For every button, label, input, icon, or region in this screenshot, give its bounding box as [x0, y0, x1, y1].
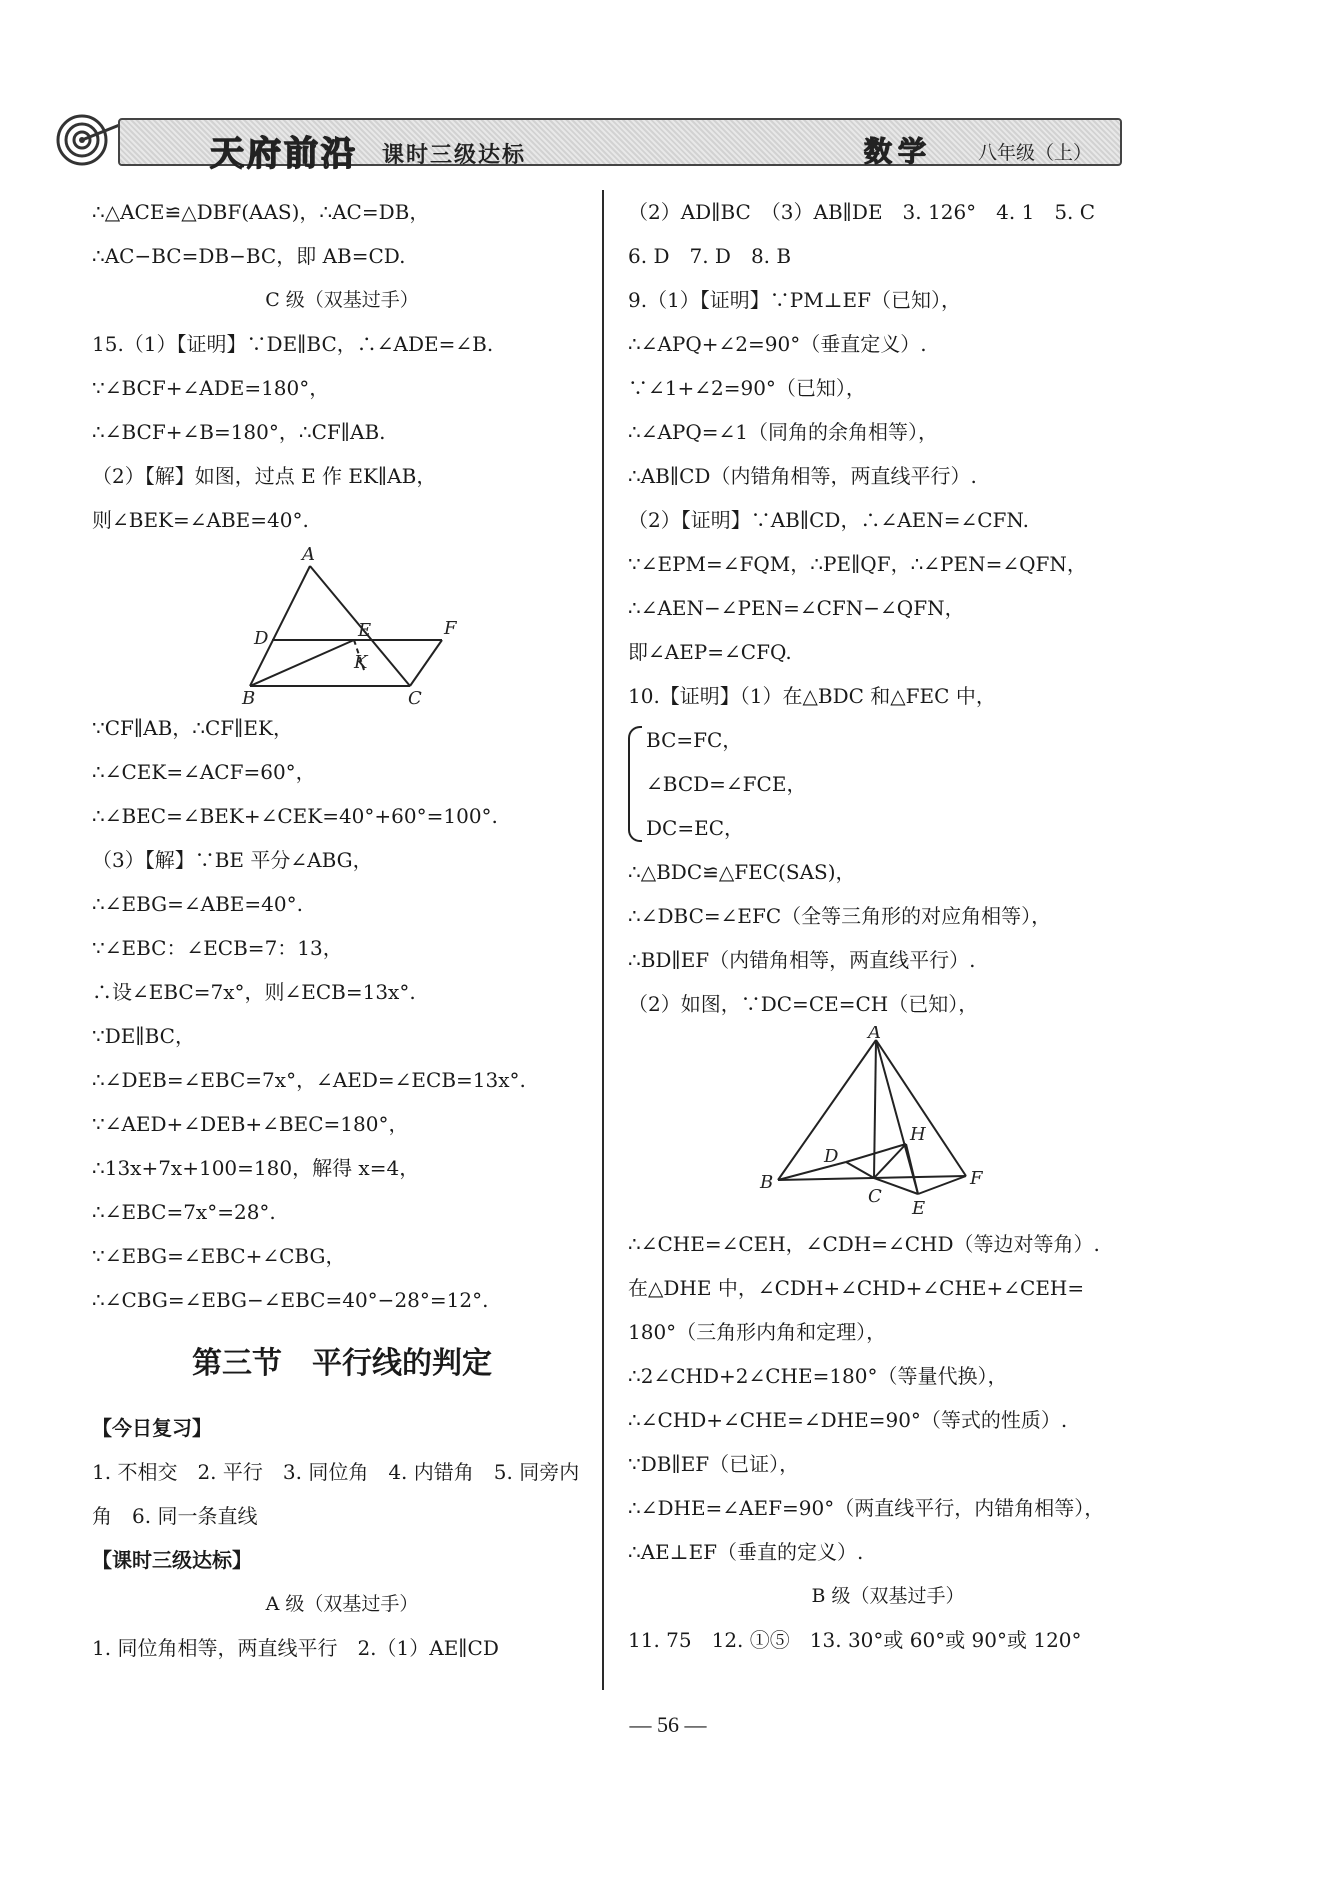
answer-line: ∴AE⊥EF（垂直的定义）.: [628, 1540, 864, 1564]
geometry-figure-1: [92, 542, 592, 706]
answer-line: ∴BD∥EF（内错角相等，两直线平行）.: [628, 948, 976, 972]
answer-line: 6. D 7. D 8. B: [628, 244, 792, 268]
answer-line: ∴AB∥CD（内错角相等，两直线平行）.: [628, 464, 977, 488]
answer-line: ∵∠EPM=∠FQM，∴PE∥QF，∴∠PEN=∠QFN，: [628, 552, 1087, 576]
answer-line: ∴△BDC≌△FEC(SAS)，: [628, 860, 856, 884]
answer-line: 180°（三角形内角和定理），: [628, 1320, 887, 1344]
answer-line: BC=FC，: [646, 728, 743, 752]
level-heading: A 级（双基过手）: [265, 1593, 419, 1615]
page-number: — 56 —: [629, 1712, 707, 1737]
point-label-e: E: [912, 1198, 926, 1219]
answer-line: ∴∠APQ=∠1（同角的余角相等），: [628, 420, 939, 444]
answer-line: ∴∠BEC=∠BEK+∠CEK=40°+60°=100°.: [92, 804, 498, 828]
answer-line: 11. 75 12. ①⑤ 13. 30°或 60°或 90°或 120°: [628, 1628, 1082, 1652]
answer-line: ∵CF∥AB，∴CF∥EK，: [92, 716, 293, 740]
answer-line: ∵DB∥EF（已证），: [628, 1452, 800, 1476]
parallelogram-diagram: [92, 542, 592, 706]
point-label-h: H: [910, 1124, 926, 1145]
answer-line: ∴AC−BC=DB−BC，即 AB=CD.: [92, 244, 406, 268]
answer-line: ∵∠EBG=∠EBC+∠CBG，: [92, 1244, 346, 1268]
answer-line: ∴13x+7x+100=180，解得 x=4，: [92, 1156, 420, 1180]
left-brace-icon: [628, 726, 642, 842]
answer-line: ∠BCD=∠FCE，: [646, 772, 807, 796]
column-divider: [602, 190, 604, 1690]
point-label-a: A: [868, 1026, 881, 1043]
answer-line: ∵DE∥BC，: [92, 1024, 195, 1048]
answer-line: ∴设∠EBC=7x°，则∠ECB=13x°.: [92, 980, 416, 1004]
answer-line: （2）AD∥BC （3）AB∥DE 3. 126° 4. 1 5. C: [628, 200, 1096, 224]
subsection-heading: 【今日复习】: [92, 1416, 212, 1440]
answer-line: 1. 同位角相等，两直线平行 2.（1）AE∥CD: [92, 1636, 499, 1660]
answer-line: ∴∠CHE=∠CEH，∠CDH=∠CHD（等边对等角）.: [628, 1232, 1100, 1256]
left-column: [92, 190, 592, 1670]
answer-line: 则∠BEK=∠ABE=40°.: [92, 508, 309, 532]
answer-line: ∴△ACE≌△DBF(AAS)，∴AC=DB，: [92, 200, 430, 224]
grade-label: 八年级（上）: [978, 142, 1093, 164]
level-heading: C 级（双基过手）: [265, 289, 419, 311]
page-header: [54, 110, 1118, 174]
answer-line: 即∠AEP=∠CFQ.: [628, 640, 792, 664]
condition-brace-group: [628, 718, 1148, 850]
answer-line: ∴∠AEN−∠PEN=∠CFN−∠QFN，: [628, 596, 965, 620]
answer-line: ∴∠CHD+∠CHE=∠DHE=90°（等式的性质）.: [628, 1408, 1068, 1432]
answer-line: ∴∠EBC=7x°=28°.: [92, 1200, 276, 1224]
level-heading: B 级（双基过手）: [811, 1585, 965, 1607]
answer-line: ∴∠DHE=∠AEF=90°（两直线平行，内错角相等），: [628, 1496, 1105, 1520]
answer-line: ∵∠EBC：∠ECB=7：13，: [92, 936, 343, 960]
section-title: 第三节 平行线的判定: [192, 1346, 492, 1381]
answer-line: ∴2∠CHD+2∠CHE=180°（等量代换），: [628, 1364, 1008, 1388]
triangle-diagram: [628, 1026, 1148, 1222]
subsection-heading: 【课时三级达标】: [92, 1548, 252, 1572]
point-label-b: B: [760, 1172, 774, 1193]
answer-line: ∴∠DBC=∠EFC（全等三角形的对应角相等），: [628, 904, 1052, 928]
answer-line: 角 6. 同一条直线: [92, 1504, 258, 1528]
brand-title: 天府前沿: [210, 134, 358, 174]
answer-line: ∵∠AED+∠DEB+∠BEC=180°，: [92, 1112, 409, 1136]
target-logo-icon: [54, 110, 124, 170]
answer-line: ∵∠1+∠2=90°（已知），: [628, 376, 866, 400]
answer-line: （2）【证明】∵AB∥CD，∴∠AEN=∠CFN.: [628, 508, 1030, 532]
answer-line: （2）如图，∵DC=CE=CH（已知），: [628, 992, 979, 1016]
header-banner: [118, 118, 1122, 174]
point-label-d: D: [824, 1146, 839, 1167]
right-column: [628, 190, 1148, 1662]
answer-line: DC=EC，: [646, 816, 744, 840]
answer-line: 9.（1）【证明】∵PM⊥EF（已知），: [628, 288, 962, 312]
answer-line: ∴∠BCF+∠B=180°，∴CF∥AB.: [92, 420, 386, 444]
point-label-k: K: [354, 652, 368, 673]
answer-line: ∵∠BCF+∠ADE=180°，: [92, 376, 330, 400]
point-label-f: F: [970, 1168, 983, 1189]
point-label-a: A: [302, 544, 315, 565]
answer-line: （2）【解】如图，过点 E 作 EK∥AB，: [92, 464, 437, 488]
answer-line: 15.（1）【证明】∵DE∥BC，∴∠ADE=∠B.: [92, 332, 494, 356]
answer-line: ∴∠DEB=∠EBC=7x°，∠AED=∠ECB=13x°.: [92, 1068, 526, 1092]
point-label-e: E: [358, 620, 372, 641]
point-label-c: C: [868, 1186, 882, 1207]
point-label-f: F: [444, 618, 457, 639]
answer-line: ∴∠APQ+∠2=90°（垂直定义）.: [628, 332, 927, 356]
answer-line: ∴∠EBG=∠ABE=40°.: [92, 892, 303, 916]
geometry-figure-2: [628, 1026, 1148, 1222]
answer-line: ∴∠CEK=∠ACF=60°，: [92, 760, 316, 784]
answer-line: 10.【证明】（1）在△BDC 和△FEC 中，: [628, 684, 996, 708]
answer-line: 1. 不相交 2. 平行 3. 同位角 4. 内错角 5. 同旁内: [92, 1460, 580, 1484]
point-label-b: B: [242, 688, 256, 706]
subject-label: 数学: [864, 135, 933, 168]
series-tagline: 课时三级达标: [382, 143, 527, 168]
point-label-d: D: [254, 628, 269, 649]
answer-line: 在△DHE 中，∠CDH+∠CHD+∠CHE+∠CEH=: [628, 1276, 1085, 1300]
answer-line: ∴∠CBG=∠EBG−∠EBC=40°−28°=12°.: [92, 1288, 489, 1312]
answer-line: （3）【解】∵BE 平分∠ABG，: [92, 848, 373, 872]
point-label-c: C: [408, 688, 422, 706]
